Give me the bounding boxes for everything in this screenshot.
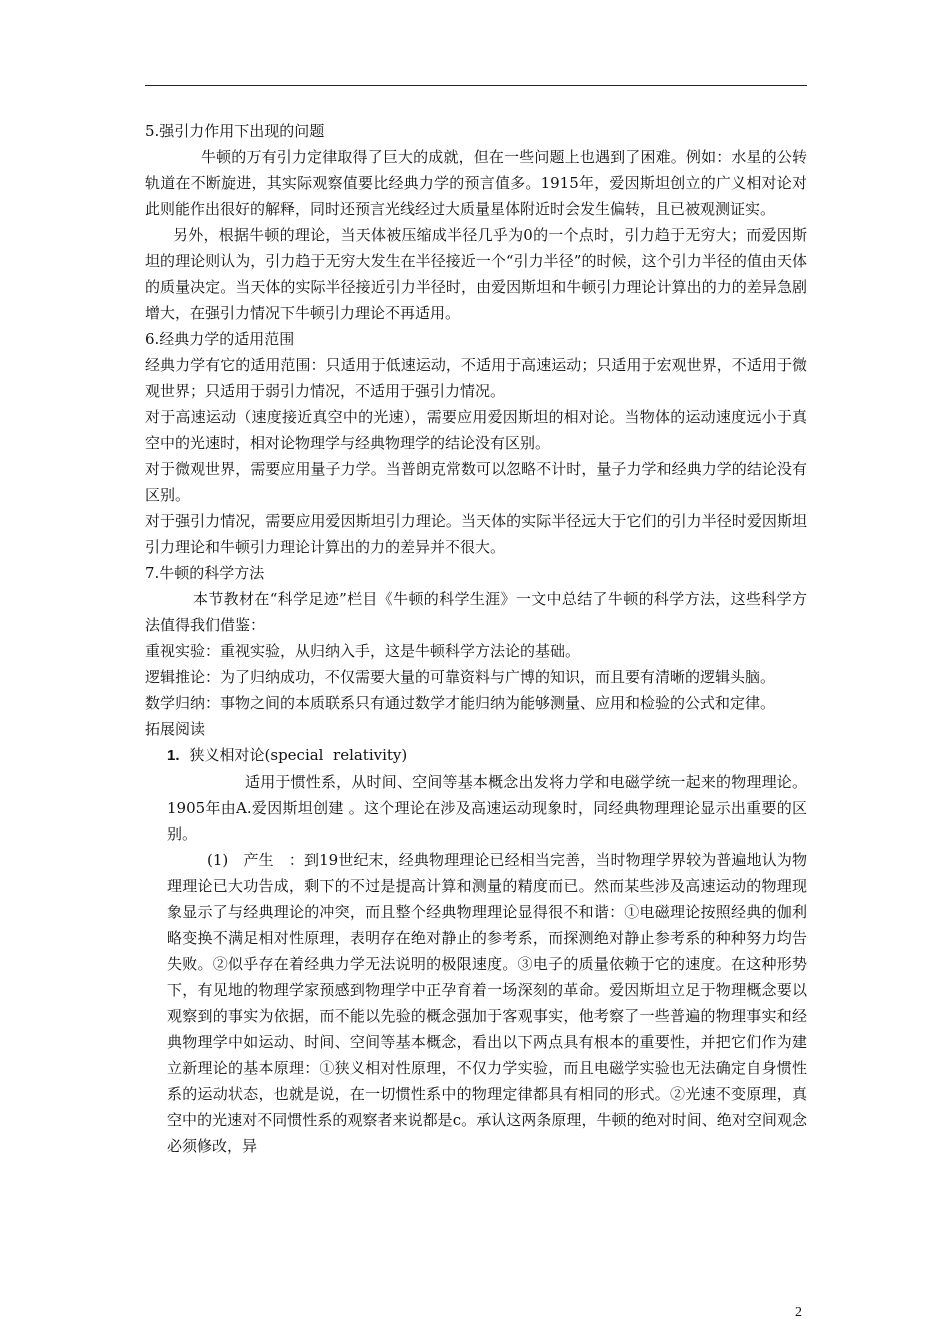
section-heading-7: 7.牛顿的科学方法: [145, 564, 265, 582]
subsection-number: 1.: [167, 747, 180, 764]
section-heading-5: 5.强引力作用下出现的问题: [145, 122, 325, 140]
page-number: 2: [795, 1305, 802, 1320]
paragraph: 对于高速运动（速度接近真空中的光速），需要应用爱因斯坦的相对论。当物体的运动速度远小于真空中的光速时，相对论物理学与经典物理学的结论没有区别。: [145, 408, 807, 452]
section-heading-6: 6.经典力学的适用范围: [145, 330, 295, 348]
paragraph: 重视实验：重视实验，从归纳入手，这是牛顿科学方法论的基础。: [145, 642, 581, 660]
paragraph: 对于微观世界，需要应用量子力学。当普朗克常数可以忽略不计时，量子力学和经典力学的结论没有区别。: [145, 460, 807, 504]
extended-reading-heading: 拓展阅读: [145, 720, 206, 738]
paragraph: [167, 847, 807, 1159]
origin-text: 到19世纪末，经典物理理论已经相当完善，当时物理学界较为普遍地认为物理理论已大功告成，剩下的不过是提高计算和测量的精度而已。然而某些涉及高速运动的物理现象显示了与经典理论的冲突，而且整个经典物理理论显得很不和谐：①电磁理论按照经典的伽利略变换不满足相对性原理，表明存在绝对静止的参考系，而探测绝对静止参考系的种种努力均告失败。②似乎存在着经典力学无法说明的极限速度。③电子的质量依赖于它的速度。在这种形势下，有见地的物理学家预感到物理学中正孕育着一场深刻的革命。爱因斯坦立足于物理概念要以观察到的事实为依据，而不能以先验的概念强加于客观事实，他考察了一些普遍的物理事实和经典物理学中如运动、时间、空间等基本概念，看出以下两点具有根本的重要性，并把它们作为建立新理论的基本原理：①狭义相对性原理，不仅力学实验，而且电磁学实验也无法确定自身惯性系的运动状态，也就是说，在一切惯性系中的物理定律都具有相同的形式。②光速不变原理，真空中的光速对不同惯性系的观察者来说都是c。承认这两条原理，牛顿的绝对时间、绝对空间观念必须修改，异: [167, 851, 807, 1155]
paragraph: 经典力学有它的适用范围：只适用于低速运动，不适用于高速运动；只适用于宏观世界，不适用于微观世界；只适用于弱引力情况，不适用于强引力情况。: [145, 356, 807, 400]
paragraph: 本节教材在“科学足迹”栏目《牛顿的科学生涯》一文中总结了牛顿的科学方法，这些科学方法值得我们借鉴：: [145, 590, 807, 634]
paragraph: 适用于惯性系，从时间、空间等基本概念出发将力学和电磁学统一起来的物理理论。1905年由A.爱因斯坦创建 。这个理论在涉及高速运动现象时，同经典物理理论显示出重要的区别。: [167, 773, 807, 843]
extended-block: [145, 769, 807, 1159]
subsection-title-text: 狭义相对论(special relativity): [189, 746, 408, 764]
origin-label: (1) 产生 ：: [207, 851, 304, 869]
paragraph: 逻辑推论：为了归纳成功，不仅需要大量的可靠资料与广博的知识，而且要有清晰的逻辑头脑。: [145, 668, 776, 686]
document-body: [145, 118, 807, 1159]
paragraph: 牛顿的万有引力定律取得了巨大的成就，但在一些问题上也遇到了困难。例如：水星的公转轨道在不断旋进，其实际观察值要比经典力学的预言值多。1915年，爱因斯坦创立的广义相对论对此则能作出很好的解释，同时还预言光线经过大质量星体附近时会发生偏转，且已被观测证实。: [145, 148, 807, 218]
paragraph: 对于强引力情况，需要应用爱因斯坦引力理论。当天体的实际半径远大于它们的引力半径时爱因斯坦引力理论和牛顿引力理论计算出的力的差异并不很大。: [145, 512, 807, 556]
header-rule: [145, 85, 807, 86]
paragraph: 另外，根据牛顿的理论，当天体被压缩成半径几乎为0的一个点时，引力趋于无穷大；而爱因斯坦的理论则认为，引力趋于无穷大发生在半径接近一个“引力半径”的时候，这个引力半径的值由天体的质量决定。当天体的实际半径接近引力半径时，由爱因斯坦和牛顿引力理论计算出的力的差异急剧增大，在强引力情况下牛顿引力理论不再适用。: [145, 226, 807, 322]
paragraph: 数学归纳：事物之间的本质联系只有通过数学才能归纳为能够测量、应用和检验的公式和定律。: [145, 694, 776, 712]
subsection-title: [145, 742, 807, 769]
